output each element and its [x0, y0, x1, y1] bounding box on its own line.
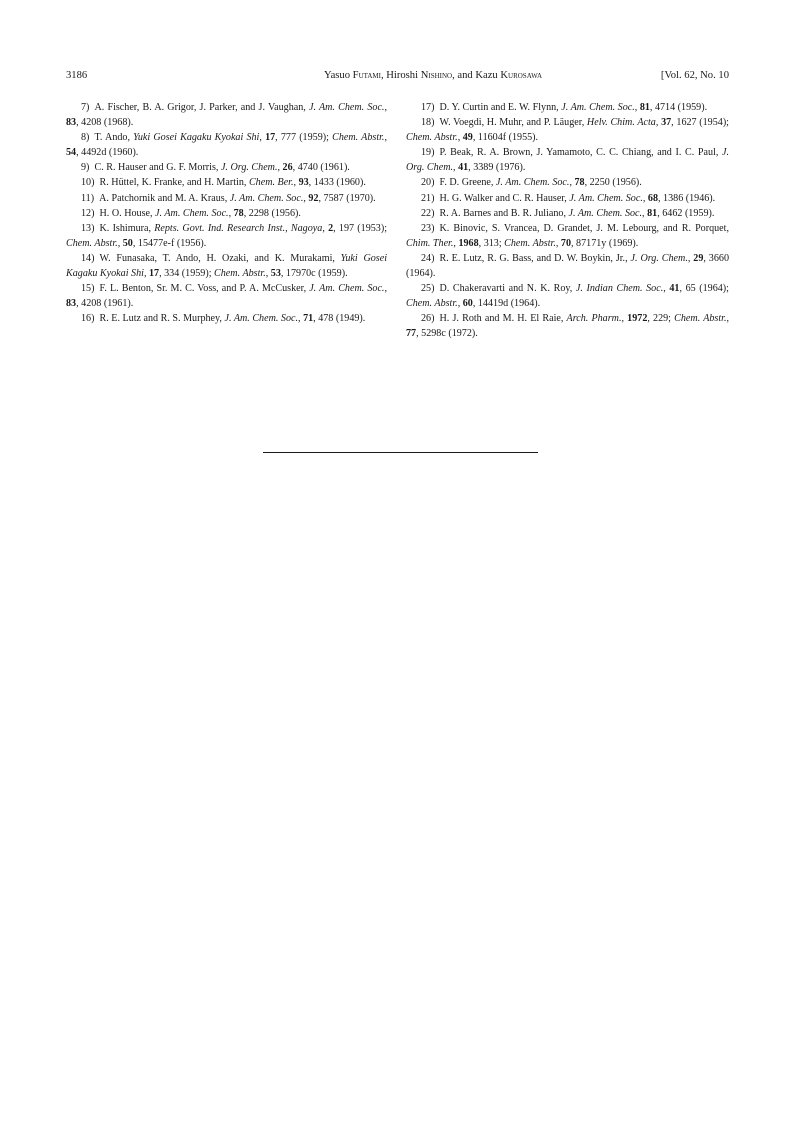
journal-title: Chim. Ther.	[406, 237, 454, 249]
journal-title: Chem. Ber.	[248, 177, 294, 189]
reference-text: , 4208 (1968).	[76, 117, 134, 129]
author-sep: ,	[380, 70, 387, 81]
journal-title: J. Indian Chem. Soc.	[575, 283, 664, 295]
reference-text: ,	[143, 268, 149, 280]
reference-text: , 1433 (1960).	[308, 177, 366, 189]
reference-number: 19)	[421, 147, 435, 159]
author-2-last-rest: ishino	[428, 70, 453, 81]
reference-number: 18)	[421, 117, 435, 129]
reference-text: , 87171y (1969).	[571, 237, 639, 249]
reference-number: 16)	[81, 313, 95, 325]
journal-title: J. Am. Chem. Soc.	[309, 283, 385, 295]
journal-title: Yuki Gosei Kagaku Kyokai Shi	[66, 252, 387, 280]
author-1-last-initial: F	[352, 70, 359, 81]
volume-number: 17	[265, 132, 276, 144]
reference-number: 17)	[421, 102, 435, 113]
volume-number: 81	[639, 102, 650, 113]
reference-entry	[406, 115, 729, 145]
journal-title: Arch. Pharm.	[566, 313, 622, 325]
reference-text: ,	[322, 222, 329, 234]
reference-text: , 6462 (1959).	[657, 207, 715, 219]
journal-title: Chem. Abstr.	[214, 268, 266, 280]
reference-text: , 11604f (1955).	[472, 132, 539, 144]
reference-text: , 1627 (1954);	[671, 117, 729, 129]
journal-title: Chem. Abstr.	[332, 132, 385, 144]
journal-title: J. Am. Chem. Soc.	[569, 192, 643, 204]
reference-text: F. L. Benton, Sr. M. C. Voss, and P. A. McCusker,	[99, 283, 310, 295]
reference-entry	[406, 251, 729, 281]
journal-title: J. Am. Chem. Soc.	[568, 207, 643, 219]
reference-text: T. Ando,	[94, 132, 134, 144]
reference-text: ,	[117, 237, 123, 249]
reference-entry	[66, 100, 387, 130]
volume-number: 83	[66, 117, 77, 129]
reference-number: 23)	[421, 222, 435, 234]
reference-text: , 3389 (1976).	[468, 162, 526, 174]
reference-text: D. Y. Curtin and E. W. Flynn,	[439, 102, 562, 113]
reference-text: , 197 (1953);	[333, 222, 388, 234]
reference-entry	[406, 281, 729, 311]
volume-number: 50	[122, 237, 133, 249]
reference-text: ,	[457, 132, 463, 144]
reference-text: ,	[293, 177, 299, 189]
volume-issue: [Vol. 62, No. 10	[660, 70, 729, 81]
reference-text: ,	[384, 102, 387, 113]
reference-text: ,	[555, 237, 561, 249]
reference-entry	[66, 221, 387, 251]
author-2-first: Hiroshi	[386, 70, 419, 81]
reference-number: 21)	[421, 192, 435, 204]
reference-text: ,	[453, 162, 459, 174]
reference-text: ,	[569, 177, 575, 189]
reference-text: ,	[457, 298, 463, 310]
journal-title: Chem. Abstr.	[674, 313, 727, 325]
reference-number: 24)	[421, 252, 435, 264]
journal-title: J. Org. Chem.	[220, 162, 278, 174]
volume-number: 41	[458, 162, 469, 174]
reference-text: H. O. House,	[99, 207, 156, 219]
reference-text: , 7587 (1970).	[318, 192, 376, 204]
volume-number: 78	[574, 177, 585, 189]
reference-entry	[66, 160, 387, 175]
volume-number: 53	[270, 268, 281, 280]
reference-text: R. E. Lutz, R. G. Bass, and D. W. Boykin, Jr.,	[439, 252, 631, 264]
reference-number: 22)	[421, 207, 435, 219]
reference-text: , 17970c (1959).	[280, 268, 348, 280]
volume-number: 37	[661, 117, 672, 129]
reference-text: R. E. Lutz and R. S. Murphey,	[99, 313, 225, 325]
reference-text: , 15477e-f (1956).	[132, 237, 207, 249]
reference-entry	[66, 281, 387, 311]
reference-entry	[406, 100, 729, 115]
reference-text: , 4714 (1959).	[649, 102, 708, 113]
reference-text: , 4208 (1961).	[76, 298, 134, 310]
volume-number: 92	[308, 192, 319, 204]
reference-number: 7)	[81, 102, 90, 113]
reference-text: ,	[642, 207, 648, 219]
volume-number: 93	[298, 177, 309, 189]
journal-title: J. Am. Chem. Soc.	[561, 102, 635, 113]
reference-text: , 4492d (1960).	[76, 147, 139, 159]
reference-number: 25)	[421, 283, 435, 295]
reference-text: , 334 (1959);	[159, 268, 215, 280]
end-rule	[263, 452, 538, 453]
reference-text: A. Patchornik and M. A. Kraus,	[99, 192, 230, 204]
reference-text: F. D. Greene,	[439, 177, 496, 189]
volume-number: 41	[669, 283, 680, 295]
journal-title: J. Am. Chem. Soc.	[229, 192, 304, 204]
reference-number: 14)	[81, 252, 95, 264]
volume-number: 1968	[458, 237, 479, 249]
author-1-last-rest: utami	[358, 70, 381, 81]
running-header	[66, 70, 729, 86]
journal-title: J. Org. Chem.	[406, 147, 729, 174]
volume-number: 78	[233, 207, 244, 219]
reference-number: 15)	[81, 283, 95, 295]
volume-number: 29	[693, 252, 704, 264]
page-number: 3186	[66, 70, 88, 81]
volume-number: 60	[462, 298, 473, 310]
reference-text: ,	[663, 283, 670, 295]
reference-text: K. Ishimura,	[99, 222, 155, 234]
reference-text: ,	[384, 283, 387, 295]
volume-number: 77	[406, 328, 417, 340]
reference-entry	[66, 191, 387, 206]
reference-entry	[406, 311, 729, 341]
reference-text: ,	[453, 237, 459, 249]
reference-text: ,	[655, 117, 662, 129]
reference-entry	[406, 206, 729, 221]
reference-number: 9)	[81, 162, 90, 174]
reference-text: , 65 (1964);	[679, 283, 729, 295]
volume-number: 70	[560, 237, 571, 249]
reference-number: 12)	[81, 207, 95, 219]
reference-number: 20)	[421, 177, 435, 189]
author-3-last-initial: K	[500, 70, 509, 81]
author-line	[324, 70, 542, 81]
journal-title: Chem. Abstr.	[406, 132, 458, 144]
reference-text: , 1386 (1946).	[658, 192, 716, 204]
reference-entry	[66, 130, 387, 160]
reference-entry	[66, 175, 387, 190]
reference-number: 11)	[81, 192, 95, 204]
volume-number: 17	[148, 268, 160, 280]
volume-number: 49	[462, 132, 473, 144]
reference-entry	[406, 175, 729, 190]
reference-entry	[406, 191, 729, 206]
reference-entry	[66, 206, 387, 221]
reference-text: ,	[298, 313, 304, 325]
volume-number: 68	[647, 192, 658, 204]
author-2-last-initial: N	[420, 70, 429, 81]
journal-title: J. Org. Chem.	[630, 252, 688, 264]
reference-entry	[66, 311, 387, 326]
volume-number: 2	[328, 222, 334, 234]
reference-text: , 777 (1959);	[275, 132, 333, 144]
reference-number: 10)	[81, 177, 95, 189]
reference-text: ,	[687, 252, 694, 264]
journal-title: Chem. Abstr.	[66, 237, 118, 249]
journal-title: J. Am. Chem. Soc.	[155, 207, 229, 219]
journal-title: Helv. Chim. Acta	[586, 117, 656, 129]
reference-text: ,	[384, 132, 387, 144]
reference-text: , 14419d (1964).	[472, 298, 541, 310]
reference-text: H. J. Roth and M. H. El Raie,	[439, 313, 567, 325]
reference-text: ,	[621, 313, 628, 325]
author-1-first: Yasuo	[324, 70, 351, 81]
reference-entry	[66, 251, 387, 281]
reference-number: 8)	[81, 132, 90, 144]
reference-number: 13)	[81, 222, 95, 234]
reference-text: W. Voegdi, H. Muhr, and P. Läuger,	[439, 117, 587, 129]
reference-text: ,	[642, 192, 648, 204]
reference-text: H. G. Walker and C. R. Hauser,	[439, 192, 570, 204]
reference-number: 26)	[421, 313, 435, 325]
references-column-left	[66, 100, 387, 326]
reference-text: ,	[259, 132, 266, 144]
reference-text: W. Funasaka, T. Ando, H. Ozaki, and K. Murakami,	[99, 252, 341, 264]
reference-entry	[406, 145, 729, 175]
reference-text: , 229;	[647, 313, 675, 325]
volume-number: 71	[303, 313, 314, 325]
volume-number: 83	[66, 298, 77, 310]
journal-title: Chem. Abstr.	[504, 237, 556, 249]
reference-text: ,	[265, 268, 271, 280]
reference-text: , 2250 (1956).	[584, 177, 642, 189]
reference-text: P. Beak, R. A. Brown, J. Yamamoto, C. C. Chiang, and I. C. Paul,	[439, 147, 722, 159]
reference-text: R. Hüttel, K. Franke, and H. Martin,	[99, 177, 249, 189]
reference-text: K. Binovic, S. Vrancea, D. Grandet, J. M. Lebourg, and R. Porquet,	[439, 222, 729, 234]
author-3-first: Kazu	[475, 70, 498, 81]
reference-entry	[406, 221, 729, 251]
journal-title: Yuki Gosei Kagaku Kyokai Shi	[133, 132, 260, 144]
reference-text: ,	[228, 207, 234, 219]
volume-number: 54	[66, 147, 77, 159]
reference-text: C. R. Hauser and G. F. Morris,	[94, 162, 221, 174]
journal-title: Repts. Govt. Ind. Research Inst., Nagoya	[154, 222, 323, 234]
reference-text: D. Chakeravarti and N. K. Roy,	[439, 283, 576, 295]
reference-text: ,	[726, 313, 730, 325]
author-3-last-rest: urosawa	[508, 70, 543, 81]
reference-text: ,	[277, 162, 283, 174]
journal-title: Chem. Abstr.	[406, 298, 458, 310]
journal-title: J. Am. Chem. Soc.	[308, 102, 385, 113]
reference-text: ,	[634, 102, 640, 113]
reference-text: , 478 (1949).	[313, 313, 366, 325]
journal-title: J. Am. Chem. Soc.	[495, 177, 570, 189]
volume-number: 81	[647, 207, 658, 219]
journal-title: J. Am. Chem. Soc.	[224, 313, 299, 325]
references-column-right	[406, 100, 729, 342]
reference-text: , 2298 (1956).	[243, 207, 301, 219]
volume-number: 26	[282, 162, 293, 174]
volume-number: 1972	[627, 313, 648, 325]
author-and: , and	[452, 70, 476, 81]
reference-text: ,	[303, 192, 309, 204]
reference-text: , 5298c (1972).	[416, 328, 478, 340]
reference-text: R. A. Barnes and B. R. Juliano,	[439, 207, 569, 219]
reference-text: A. Fischer, B. A. Grigor, J. Parker, and J. Vaughan,	[94, 102, 309, 113]
reference-text: , 3660 (1964).	[406, 252, 729, 280]
reference-text: , 313;	[478, 237, 505, 249]
reference-text: , 4740 (1961).	[292, 162, 350, 174]
